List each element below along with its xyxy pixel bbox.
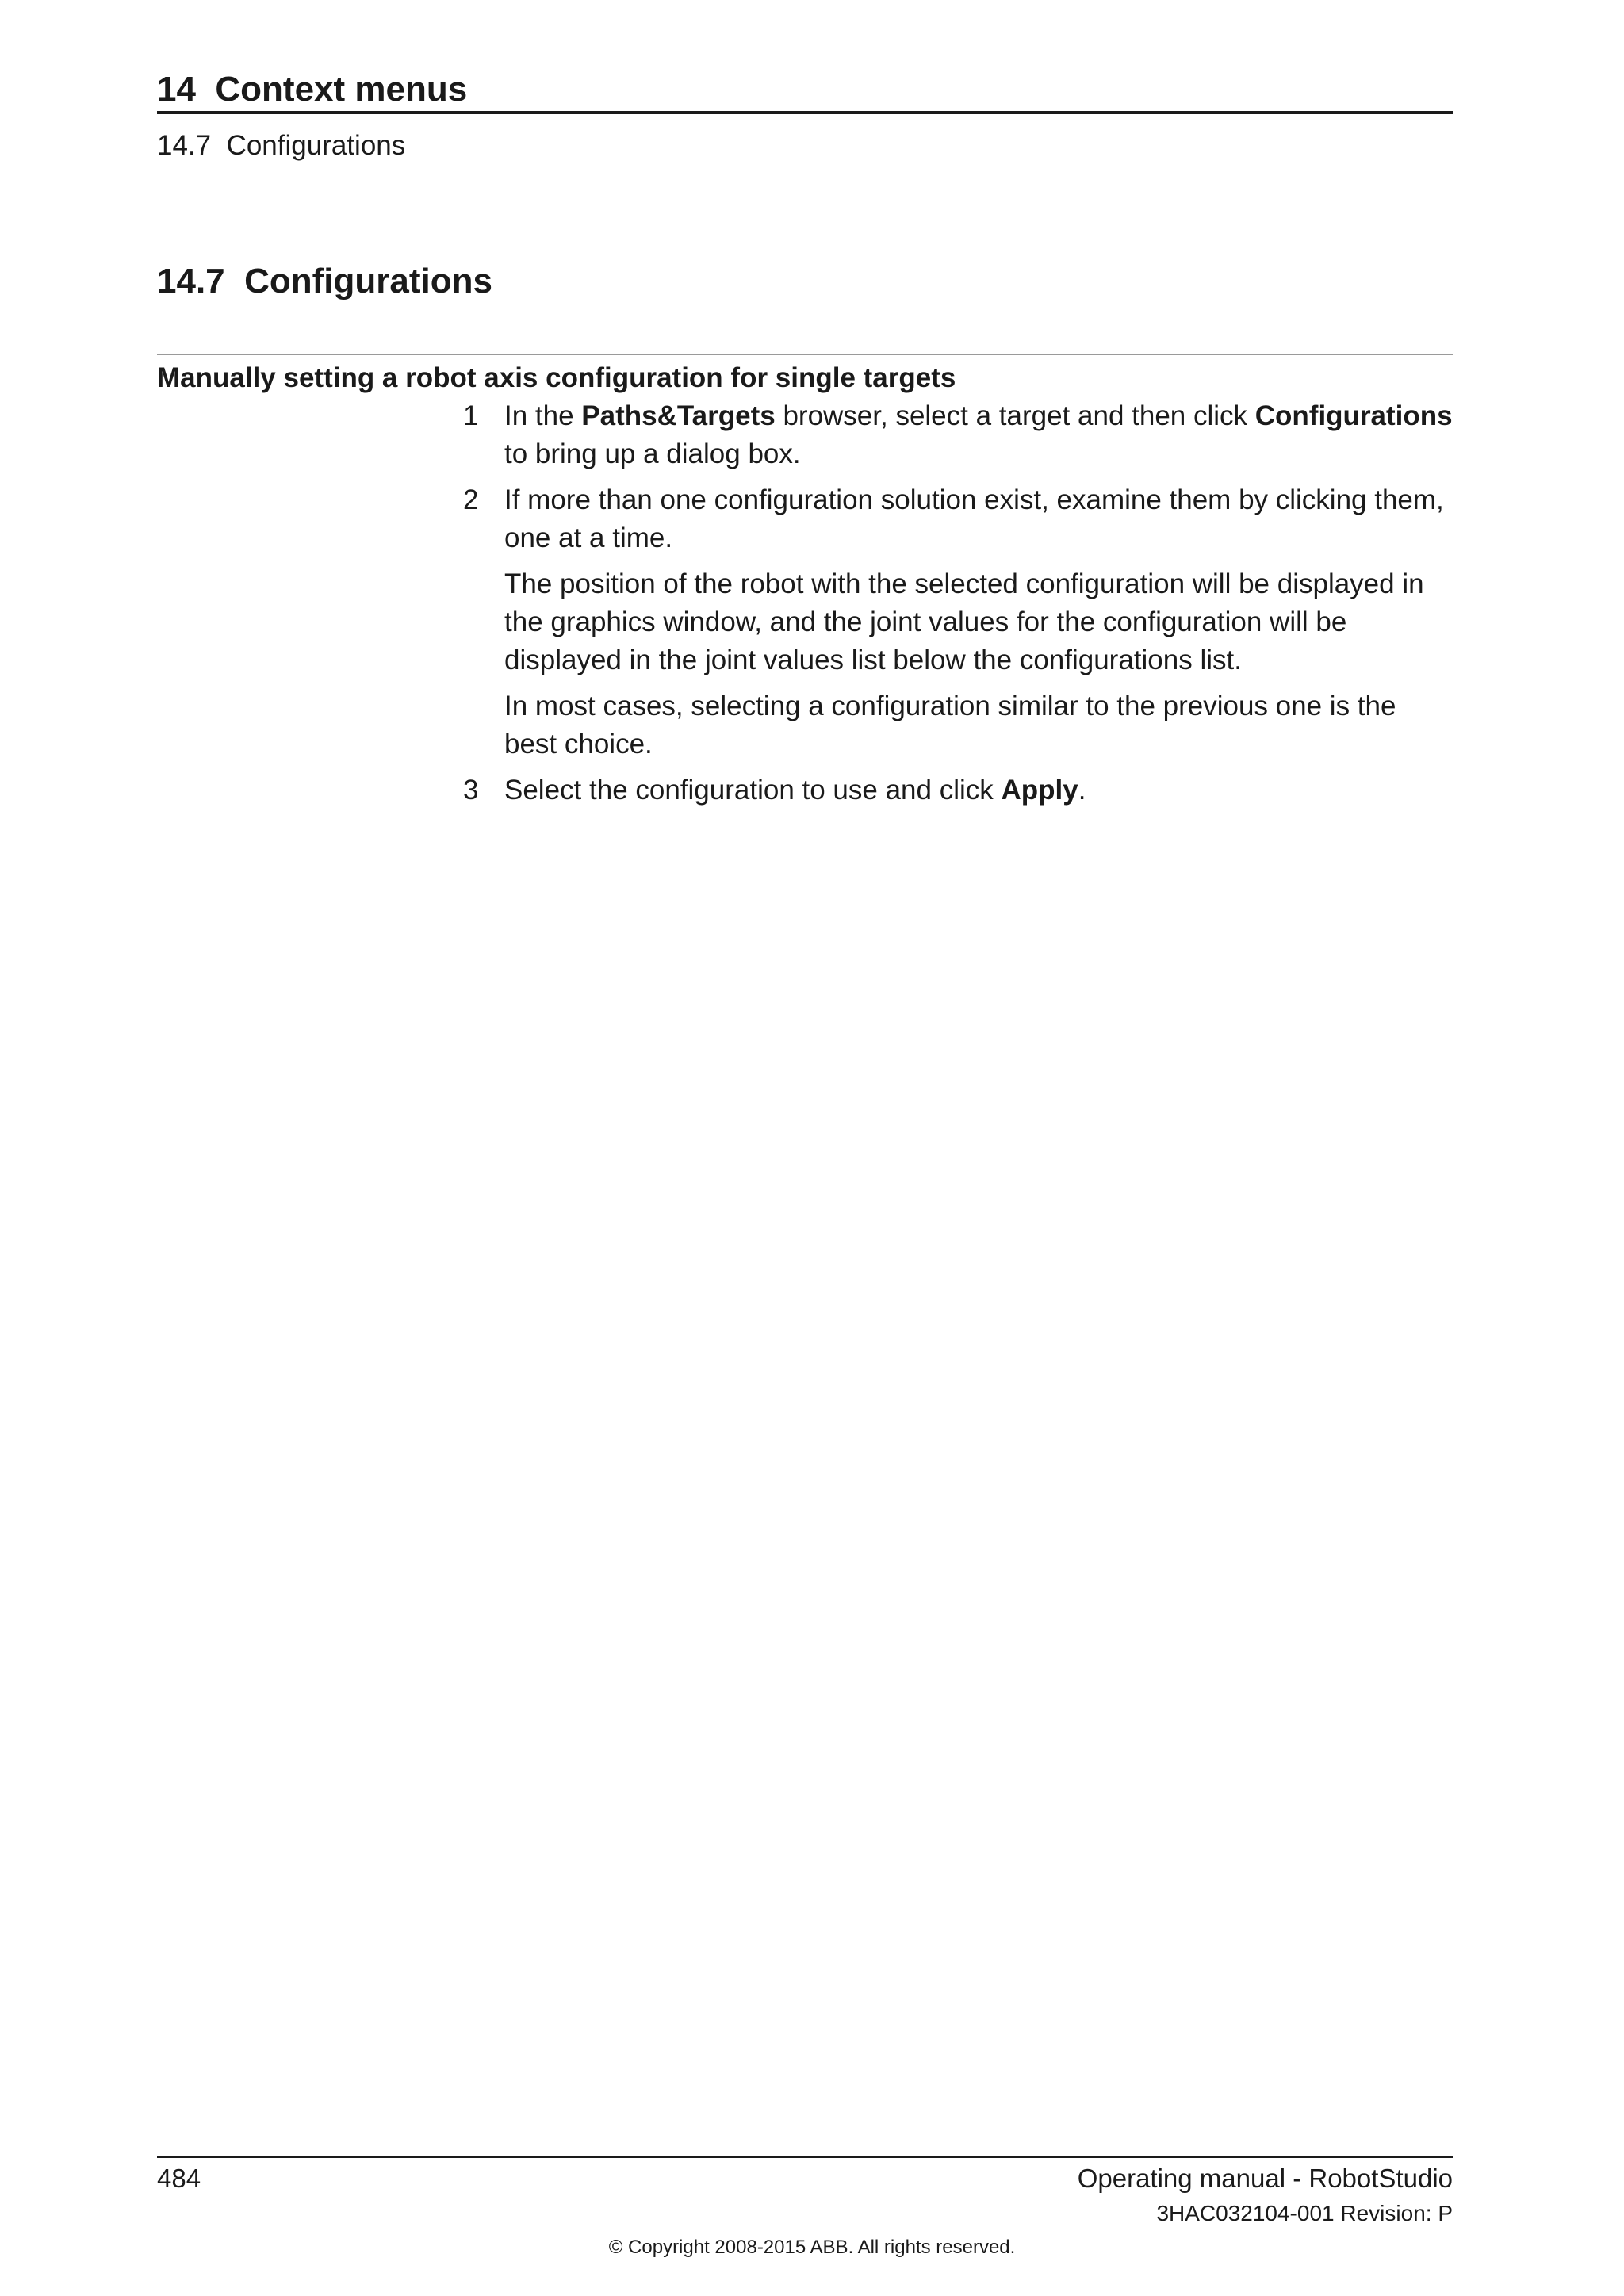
step-text <box>504 771 1454 809</box>
step-text: If more than one configuration solution exist, examine them by clicking them, one at a time. <box>504 484 1444 553</box>
step-1 <box>463 397 1454 473</box>
subsection-divider <box>157 354 1453 355</box>
step-text-part: In the <box>504 400 582 431</box>
chapter-heading: 14 Context menus <box>157 70 468 109</box>
document-id: 3HAC032104-001 Revision: P <box>1156 2201 1453 2225</box>
step-note: The position of the robot with the selected configuration will be displayed in the graphics window, and the joint values for the configuration will be displayed in the joint values list below the configurations list. <box>504 568 1424 675</box>
step-text-part: Select the configuration to use and click <box>504 775 1002 806</box>
step-2 <box>463 481 1454 763</box>
step-3 <box>463 771 1454 809</box>
step-number: 1 <box>463 400 479 431</box>
section-title: 14.7 Configurations <box>157 262 492 300</box>
subsection-title: Manually setting a robot axis configuration for single targets <box>157 362 956 393</box>
ui-term-apply: Apply <box>1001 775 1078 806</box>
step-number: 3 <box>463 775 479 806</box>
copyright-notice: © Copyright 2008-2015 ABB. All rights reserved. <box>608 2237 1016 2258</box>
ui-term-paths-targets: Paths&Targets <box>581 400 776 431</box>
page-number: 484 <box>157 2164 201 2193</box>
running-section-heading: 14.7 Configurations <box>157 130 406 161</box>
step-text-part: to bring up a dialog box. <box>504 438 801 469</box>
step-text <box>504 397 1454 473</box>
step-text-part: . <box>1078 775 1086 806</box>
step-note: In most cases, selecting a configuration similar to the previous one is the best choice. <box>504 691 1396 760</box>
ui-term-configurations: Configurations <box>1254 400 1453 431</box>
procedure-steps <box>463 397 1454 817</box>
document-title: Operating manual - RobotStudio <box>1077 2164 1453 2193</box>
footer-divider <box>157 2156 1453 2158</box>
header-divider <box>157 111 1453 114</box>
step-text-part: browser, select a target and then click <box>775 400 1255 431</box>
step-number: 2 <box>463 484 479 515</box>
